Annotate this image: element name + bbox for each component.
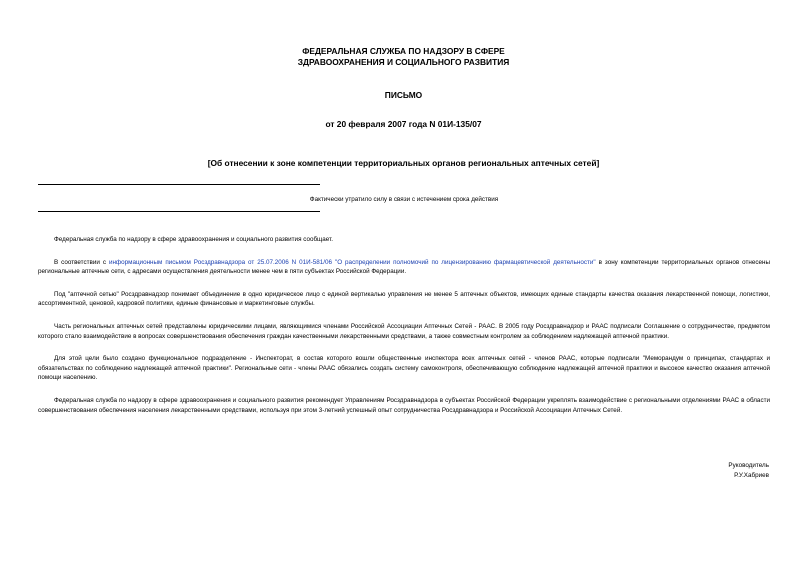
paragraph-3: Под "аптечной сетью" Росздравнадзор понимает объединение в одно юридическое лицо с единой вертикалью управления не менее 5 аптечных объектов, имеющих единые стандарты качества оказания лекарственной помощи, логистики, ассортиментной, ценовой, кадровой политики, единые финансовые и маркетинговые службы. xyxy=(38,290,770,308)
signer-name: Р.У.Хабриев xyxy=(734,472,769,479)
paragraph-2-tail: в зону компетенции территориальных органов отнесены региональные аптечные сети, с адресами осуществления деятельности менее чем в пяти субъектах Российской Федерации. xyxy=(38,258,771,276)
paragraph-5: Для этой цели было создано функциональное подразделение - Инспекторат, в состав которого вошли общественные инспектора всех аптечных сетей - членов РААС, которые подписали "Меморандум о принципах, стандартах и обязательствах по соблюдению надлежащей аптечной практики". Региональные сети - члены РААС обязались создать систему самоконтроля, обеспечивающую соблюдение надлежащей аптечной практики и высокое качество оказания аптечной помощи населению. xyxy=(38,355,770,382)
signature-block xyxy=(728,461,769,481)
status-note: Фактически утратило силу в связи с истечением срока действия xyxy=(309,196,499,203)
paragraph-4: Часть региональных аптечных сетей представлены юридическими лицами, являющимися членами Российской Ассоциации Аптечных Сетей - РААС. В 2005 году Росздравнадзор и РААС подписали Соглашение о сотрудничестве, предметом которого стало взаимодействие в вопросах совершенствования обеспечения граждан качественными лекарственными средствами, а также совместным контролем за соблюдением надлежащей аптечной практики. xyxy=(38,322,770,340)
document-date-number: от 20 февраля 2007 года N 01И-135/07 xyxy=(325,119,482,129)
paragraph-2-lead: В соответствии с xyxy=(54,258,109,266)
document-type: ПИСЬМО xyxy=(384,90,423,100)
paragraph-6: Федеральная служба по надзору в сфере здравоохранения и социального развития рекомендует Управлениям Росздравнадзора в субъектах Российской Федерации укреплять взаимодействие с региональными отделениями РААС в области совершенствования обеспечения населения лекарственными средствами, используя при этом 3-летний успешный опыт сотрудничества Росздравнадзора и Российской Ассоциации Аптечных Сетей. xyxy=(38,396,770,414)
divider-bottom xyxy=(38,211,320,212)
signer-position: Руководитель xyxy=(728,462,769,469)
paragraph-1: Федеральная служба по надзору в сфере здравоохранения и социального развития сообщает. xyxy=(54,236,333,243)
paragraph-2 xyxy=(38,258,770,277)
issuing-organization: ФЕДЕРАЛЬНАЯ СЛУЖБА ПО НАДЗОРУ В СФЕРЕ ЗДРАВООХРАНЕНИЯ И СОЦИАЛЬНОГО РАЗВИТИЯ xyxy=(297,46,510,67)
divider-top xyxy=(38,184,320,185)
referenced-letter-link[interactable]: информационным письмом Росздравнадзора от 25.07.2006 N 01И-581/06 "О распределении полномочий по лицензированию фармацевтической деятельности" xyxy=(108,258,596,266)
document-title: [Об отнесении к зоне компетенции территориальных органов региональных аптечных сетей] xyxy=(207,158,600,168)
letter-body xyxy=(38,235,770,415)
